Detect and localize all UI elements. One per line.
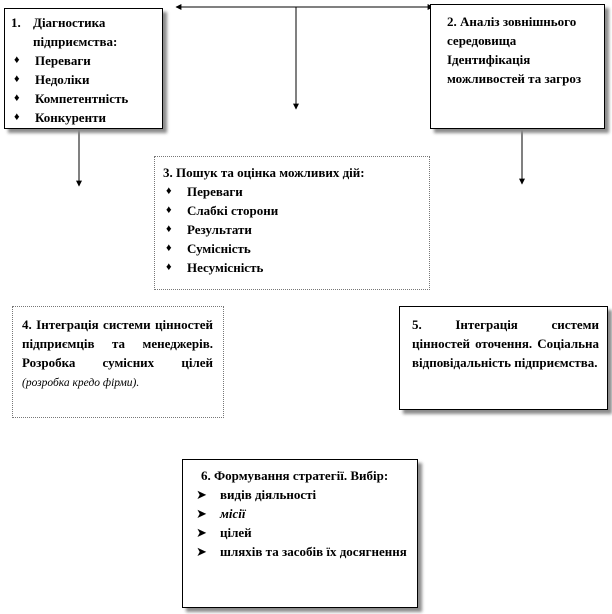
values-integration-text: 4. Інтеграція системи цінностей підприємців та менеджерів. Розробка сумісних цілей [22,317,213,370]
action-search-title: 3. Пошук та оцінка можливих дій: [163,165,365,180]
arrow-bullet-icon: ➤ [196,487,207,502]
environment-values-text: 5. Інтеграція системи цінностей оточення. Соціальна відповідальність підприємства. [412,317,599,370]
diamond-bullet-icon: ♦ [14,54,20,66]
environment-analysis-text: 2. Аналіз зовнішнього середовища Ідентифікація можливостей та загроз [447,14,582,86]
list-item: ➤ місії [196,506,246,521]
action-search-list [163,182,425,277]
arrow-bullet-icon: ➤ [196,544,207,559]
list-item: ➤ видів діяльності [196,487,317,502]
values-integration-note: (розробка кредо фірми) [22,377,137,389]
diagnostics-number: 1. [11,15,21,30]
list-item: ➤ шляхів та засобів їх досягнення [196,544,407,559]
list-item: ♦ Компетентність [14,91,129,106]
diamond-bullet-icon: ♦ [14,92,20,104]
list-item: ♦ Переваги [166,184,243,199]
strategy-formation-box [182,459,418,608]
arrow-bullet-icon: ➤ [196,506,207,521]
diamond-bullet-icon: ♦ [14,111,20,123]
diamond-bullet-icon: ♦ [166,204,172,216]
action-search-box [154,156,430,290]
list-item: ♦ Результати [166,222,252,237]
arrow-bullet-icon: ➤ [196,525,207,540]
diamond-bullet-icon: ♦ [166,242,172,254]
diamond-bullet-icon: ♦ [166,261,172,273]
diagnostics-box [4,8,163,129]
list-item: ♦ Конкуренти [14,110,106,125]
diamond-bullet-icon: ♦ [14,73,20,85]
strategy-list [196,485,409,561]
diamond-bullet-icon: ♦ [166,223,172,235]
list-item: ♦ Слабкі сторони [166,203,279,218]
diamond-bullet-icon: ♦ [166,185,172,197]
list-item: ➤ цілей [196,525,252,540]
list-item: ♦ Переваги [14,53,91,68]
environment-analysis-box [430,4,605,129]
list-item: ♦ Недоліки [14,72,90,87]
strategy-formation-title: 6. Формування стратегії. Вибір: [201,468,389,483]
list-item: ♦ Несумісність [166,260,264,275]
diagnostics-list [11,51,158,127]
diagnostics-title: Діагностика підприємства: [33,15,118,49]
environment-values-box [399,306,608,410]
list-item: ♦ Сумісність [166,241,251,256]
values-integration-box: 4. Інтеграція системи цінностей підприємців та менеджерів. Розробка сумісних цілей (розробка кредо фірми). [12,306,224,418]
